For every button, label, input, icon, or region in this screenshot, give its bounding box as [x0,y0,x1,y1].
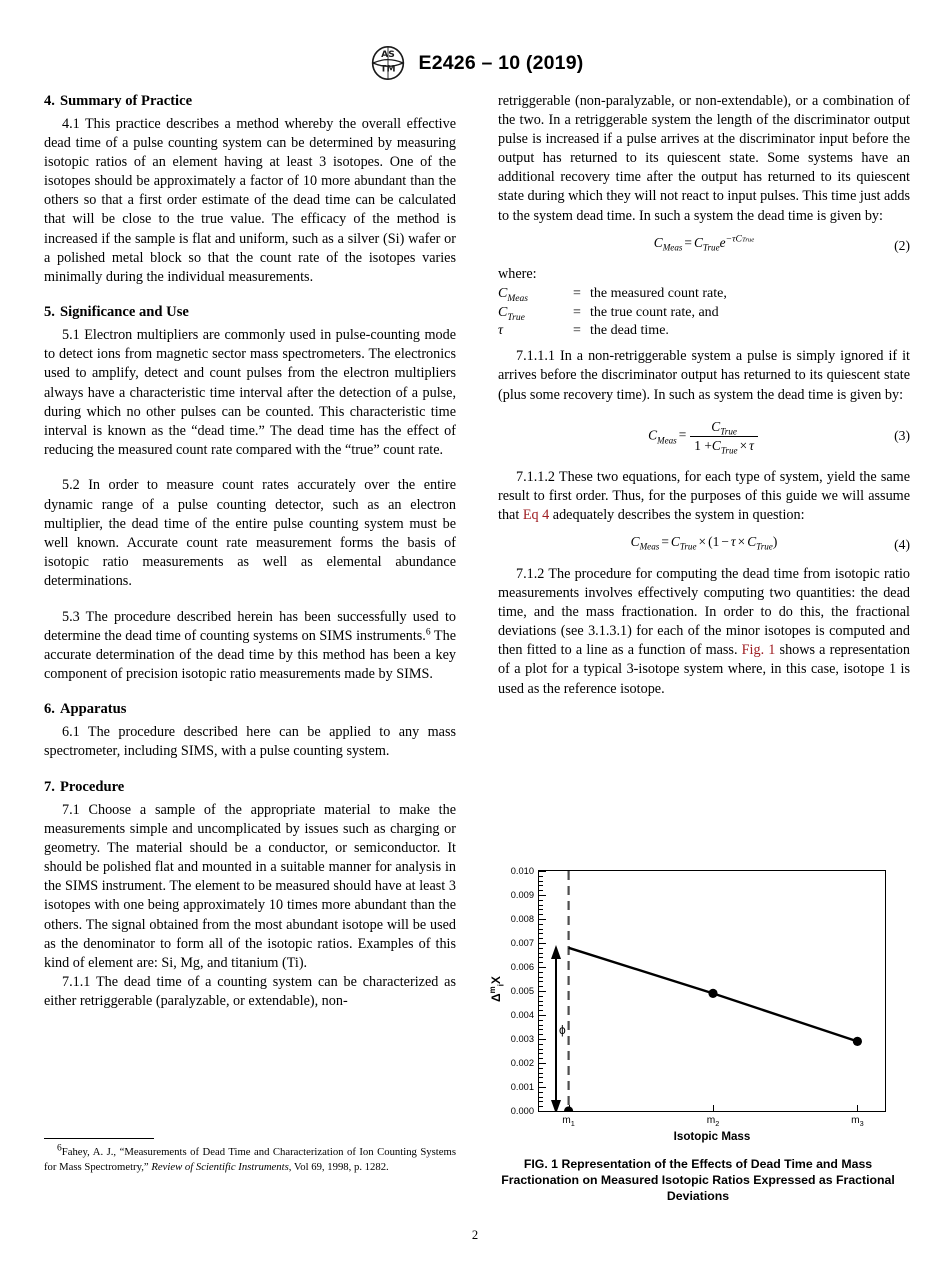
eq3-den-var: C [711,437,721,453]
paragraph-4-1: 4.1 This practice describes a method whereby the overall effective dead time of a pulse counting system can be determined by measuring isotopic ratios of an element having at least 3 isotopes. One of the isotopes should be approximately a factor of 10 more abundant than the others so that a first order estimate of the dead time can be calculated that will be close to the true value. The efficacy of the method is increased if the sample is flat and uniform, such as a silver (Si) wafer or a polished metal block so that the count rate of the isotopes varies minimally during the individual measurements. [44,115,456,285]
definition-symbol [498,285,564,304]
paragraph-5-1: 5.1 Electron multipliers are commonly used in pulse-counting mode to detect ions from magnetic sector mass spectrometers. The electronics used to amplify, detect and count pulses from the electron multipliers always have a characteristic time interval after the detection of a pulse, during which no other pulses can be counted. This characteristic time interval is known as the “dead time.” The dead time has the effect of reducing the measured count rate compared with the “true” count rate. [44,327,456,458]
x-tick-base: m [851,1115,860,1126]
x-tick-base: m [706,1115,716,1126]
equation-2 [498,235,910,257]
y-tick-major [539,1111,546,1112]
page-header [0,46,950,80]
eq4-tau: τ [730,533,736,549]
eq3-denominator [690,437,758,454]
section-7-number: 7. [44,779,55,796]
chart-frame [488,862,898,1143]
equation-4-body [498,534,910,550]
eq3-num-sub: True [720,426,737,437]
y-label-var: X [489,976,503,985]
section-heading-6 [44,700,456,719]
paragraph-5-3-text-b: The accurate determination of the dead time by this method has been a key component of precision isotopic ratio measurements made by SIMS. [44,627,456,682]
chart-y-axis-label [488,976,506,1002]
definition-symbol-var: C [498,285,508,301]
x-tick-sub: 1 [570,1119,575,1129]
paragraph-7-1-1-continued: retriggerable (non-paralyzable, or non-extendable), or a combination of the two. In a retriggerable system the length of the discriminator output pulse is increased if a pulse arrives at the discriminator input before the output has returned to its quiescent state. Some systems have an additional recovery time after the output has returned to its quiescent state during which they will not react to input pulses. This time just adds to the system dead time. In such a system the dead time is given by: [498,93,910,224]
eq3-fraction [690,419,758,454]
x-tick-label-m1 [562,1115,575,1128]
y-tick-label: 0.009 [510,890,534,900]
footnote-reference-6[interactable]: 6 [425,626,431,637]
section-5-number: 5. [44,304,55,321]
definition-row [498,322,727,341]
eq2-rhs-var: C [693,234,703,250]
definition-symbol-var: C [498,304,508,320]
eq4-rhs-var: C [670,533,680,549]
eq4-times-2: × [737,533,746,549]
eq3-den-one: 1 + [694,437,712,453]
section-5-title: Significance and Use [59,304,189,321]
y-tick-label: 0.008 [510,914,534,924]
eq3-numerator [690,419,758,437]
spacer [44,691,456,700]
left-column [44,92,456,1019]
page-number: 2 [471,1228,479,1242]
x-tick-label-m2 [707,1115,720,1128]
y-tick-label: 0.003 [510,1034,534,1044]
y-tick-label: 0.005 [510,986,534,996]
eq3-lhs-sub: Meas [657,434,677,445]
eq2-exp-minus-tau: −τ [725,233,736,245]
definitions-table [498,285,727,342]
eq2-lhs-sub: Meas [662,242,683,253]
eq4-paren-open: ( [708,533,713,549]
definition-symbol-sub: Meas [507,293,528,304]
definition-text: the dead time. [590,323,669,339]
definition-row [498,304,727,323]
definition-equals: = [573,285,581,301]
eq4-lhs-sub: Meas [639,541,660,552]
eq3-den-tau: τ [749,437,754,453]
eq2-exp-base: e [719,234,726,250]
eq2-rhs-sub: True [702,242,720,253]
chart-data-layer [539,871,885,1111]
y-label-sup: m [488,986,497,994]
equation-2-number: (2) [894,237,910,253]
data-point-m3 [853,1037,862,1046]
definition-row [498,285,727,304]
svg-text:TM: TM [379,64,396,75]
paragraph-7-1-1-2-text-b: adequately describes the system in question: [549,506,805,523]
paragraph-7-1-1: 7.1.1 The dead time of a counting system can be characterized as either retriggerable (paralyzable, or extendable), non- [44,973,456,1009]
eq4-last-sub: True [756,541,773,552]
x-tick-sub: 2 [715,1119,720,1129]
y-tick-label: 0.000 [510,1106,534,1116]
equation-2-body [498,235,910,251]
y-tick-label: 0.010 [510,866,534,876]
eq2-lhs-var: C [653,234,663,250]
eq2-equals: = [684,234,692,250]
footnote-block [44,1138,456,1174]
eq4-one: 1 [712,533,720,549]
x-tick-label-m3 [851,1115,864,1128]
section-6-title: Apparatus [59,701,127,718]
eq2-exp-var: C [735,233,742,245]
footnote-text-b: , Vol 69, 1998, p. 1282. [288,1160,389,1173]
section-heading-4 [44,92,456,111]
eq4-paren-close: ) [772,533,778,549]
section-4-title: Summary of Practice [59,93,193,109]
footnote-journal-title: Review of Scientific Instruments [151,1160,289,1173]
paragraph-5-3-text-a: 5.3 The procedure described herein has been successfully used to determine the dead time of counting systems on SIMS instruments. [44,608,456,644]
definition-equals: = [573,304,581,320]
section-heading-7 [44,778,456,797]
definition-symbol-var: τ [498,323,504,339]
footnote-text-a: Fahey, A. J., “Measurements of Dead Time and Characterization of Ion Counting Systems for Mass Spectrometry,” [44,1146,456,1173]
eq4-lhs-var: C [630,533,640,549]
paragraph-7-1-1-2-text-a: 7.1.1.2 These two equations, for each type of system, yield the same result to first order. Thus, for the purposes of this guide we will assume that [498,468,910,523]
eq3-lhs-var: C [648,427,657,443]
spacer [44,467,456,476]
paragraph-7-1-1-1: 7.1.1.1 In a non-retriggerable system a pulse is simply ignored if it arrives before the discriminator output has returned to its quiescent state (plus some recovery time). In such as system the dead time is given by: [498,348,910,403]
equation-3-body [498,419,910,454]
eq2-exp-sub: True [741,236,755,244]
section-6-number: 6. [44,701,55,718]
definition-symbol-sub: True [507,312,525,323]
definition-symbol [498,322,564,341]
y-label-delta: Δ [489,993,503,1002]
equation-3 [498,419,910,454]
data-point-m2 [708,989,717,998]
eq4-equals: = [661,533,669,549]
eq4-times: × [698,533,707,549]
y-tick-label: 0.007 [510,938,534,948]
paragraph-5-3 [44,608,456,684]
paragraph-7-1-2-text-a: 7.1.2 The procedure for computing the dead time from isotopic ratio measurements involves effectively computing two quantities: the dead time, and the mass fractionation. In order to do this, the fractional deviations (see 3.1.3.1) for each of the minor isotopes is computed and then fitted to a line as a function of mass. [498,565,910,659]
section-4-number: 4. [44,93,55,109]
y-tick-label: 0.004 [510,1010,534,1020]
definition-symbol [498,304,564,323]
eq3-den-sub: True [720,445,738,456]
definition-text: the measured count rate, [590,285,727,301]
paragraph-7-1-2-text-b: shows a representation of a plot for a typical 3-isotope system where, in this case, isotope 1 is used as the reference isotope. [498,642,910,697]
chart-plot-area [510,866,886,1129]
definition-text: the true count rate, and [590,304,719,320]
y-tick-label: 0.002 [510,1058,534,1068]
phi-label: ϕ [559,1023,566,1037]
spacer [44,294,456,303]
paragraph-7-1-1-2 [498,468,910,525]
spacer [44,599,456,608]
paragraph-6-1: 6.1 The procedure described here can be applied to any mass spectrometer, including SIMS, with a pulse counting system. [44,724,456,760]
svg-text:AS: AS [380,49,395,60]
eq4-minus: − [721,533,729,549]
section-7-title: Procedure [59,779,125,796]
figure-1-caption: FIG. 1 Representation of the Effects of Dead Time and Mass Fractionation on Measured Isotopic Ratios Expressed as Fractional Deviations [501,1157,895,1204]
eq-4-crossref-link[interactable]: Eq 4 [522,506,550,523]
paragraph-7-1: 7.1 Choose a sample of the appropriate material to make the measurements simple and uncomplicated by issues such as charging or geometry. The material should be a conductor, or semiconductor. It should be polished flat and mounted in a suitable manner for analysis in the SIMS instrument. The element to be measured should have at least 3 isotopes with one being approximately 10 times more abundant than the others. The signal obtained from the most abundant isotope will be used as the denominator to form all of the isotopic ratios. Examples of this kind of element are: Si, Mg, and titanium (Ti). [44,802,456,971]
figure-1-block [488,862,898,1205]
spacer [44,769,456,778]
y-label-sub: i [496,984,506,987]
equation-4-number: (4) [894,536,910,552]
x-tick-base: m [562,1115,571,1126]
fig-1-crossref-link[interactable]: Fig. 1 [741,642,776,659]
chart-x-axis-label: Isotopic Mass [673,1130,751,1143]
where-label: where: [498,265,537,282]
eq4-rhs-sub: True [679,541,697,552]
equation-4 [498,534,910,556]
section-heading-5 [44,303,456,322]
definition-equals: = [573,323,581,339]
footnote-marker: 6 [57,1143,62,1154]
data-point-m1 [564,1106,573,1111]
paragraph-7-1-2 [498,565,910,699]
astm-logo-icon [367,46,409,80]
eq3-num-var: C [711,418,721,434]
equation-3-number: (3) [894,428,910,444]
paragraph-5-2: 5.2 In order to measure count rates accurately over the entire dynamic range of a pulse counting detector, such as an electron multiplier, the dead time of the entire pulse counting system must be well known. Accurate count rate measurement forms the basis of isotopic ratio measurements as well as elemental abundance determinations. [44,477,456,589]
x-tick-sub: 3 [859,1119,864,1129]
eq3-den-times: × [739,437,748,453]
y-tick-label: 0.006 [510,962,534,972]
document-designation: E2426 – 10 (2019) [418,51,584,74]
eq4-last-var: C [747,533,757,549]
footnote-separator-rule [44,1138,154,1139]
y-tick-label: 0.001 [510,1082,534,1092]
footnote-6 [44,1145,456,1174]
eq3-equals: = [678,427,687,443]
